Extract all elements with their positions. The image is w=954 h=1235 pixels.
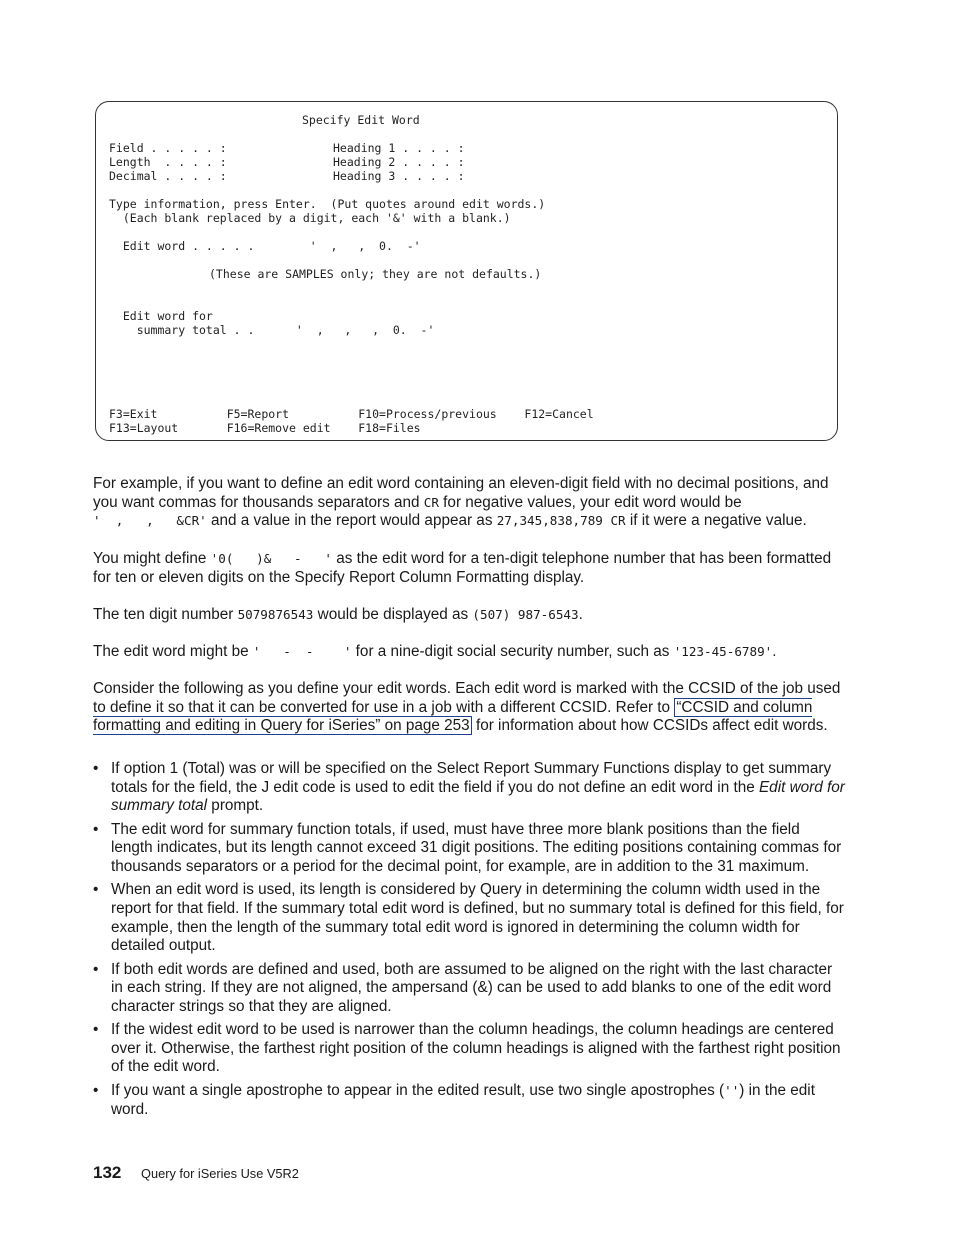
list-item: [93, 881, 845, 955]
text: and a value in the report would appear as: [206, 512, 497, 530]
text: .: [578, 606, 583, 623]
bullet-marker: •: [93, 820, 99, 838]
list-item: [93, 1082, 845, 1119]
summary-edit-word-label: Edit word for: [109, 309, 213, 323]
field-label: Field . . . . . :: [109, 141, 227, 155]
specify-edit-word-screen: [95, 101, 838, 441]
code-edit-word: ' , , &CR': [93, 513, 207, 529]
paragraph-telephone-example: [93, 550, 843, 587]
decimal-label: Decimal . . . . :: [109, 169, 227, 183]
bullet-marker: •: [93, 881, 99, 899]
paragraph-ssn-example: [93, 643, 843, 662]
ccsid-reference-link[interactable]: “CCSID and column formatting and editing in Query for iSeries” on page 253: [93, 698, 813, 735]
text: for a nine-digit social security number, such as: [351, 643, 674, 660]
paragraph-eleven-digit-example: [93, 475, 843, 531]
text: The ten digit number: [93, 606, 238, 623]
prompt-name: Edit word for summary total: [111, 778, 845, 815]
text: would be displayed as: [313, 606, 473, 623]
text: The edit word for summary function totals, if used, must have three more blank positions than the field length indicates, but its length cannot exceed 31 digit positions. The editing positions containing commas for thousands separators or a period for the decimal point, for example, are in addition to the 31 maximum.: [111, 820, 842, 875]
book-title: Query for iSeries Use V5R2: [141, 1166, 299, 1181]
edit-word-field[interactable]: Edit word . . . . . ' , , 0. -': [109, 239, 421, 253]
instruction-line-2: (Each blank replaced by a digit, each '&' with a blank.): [109, 211, 511, 225]
length-label: Length . . . . :: [109, 155, 227, 169]
code-cr: CR: [423, 494, 439, 510]
bullet-marker: •: [93, 1081, 99, 1099]
heading2-label: Heading 2 . . . . :: [333, 155, 465, 169]
list-item: [93, 821, 845, 877]
code-ssn-edit-word: ' - - ': [252, 644, 352, 659]
text: For example, if you want to define an edit word containing an eleven-digit field with no decimal positions, and you want commas for thousands separators and: [93, 475, 829, 511]
list-item: [93, 961, 845, 1017]
text: ) in the edit word.: [111, 1081, 815, 1118]
bullet-marker: •: [93, 960, 99, 978]
code-ssn: '123-45-6789': [673, 644, 773, 659]
text: if it were a negative value.: [625, 512, 807, 530]
edit-word-considerations-list: [93, 760, 845, 1124]
paragraph-ten-digit-number: [93, 606, 843, 625]
text: When an edit word is used, its length is considered by Query in determining the column width used in the report for that field. If the summary total edit word is defined, but no summary total is defined for this field, for example, then the length of the summary total edit word is ignored in determining the column width for detailed output.: [111, 881, 844, 955]
list-item: [93, 1021, 845, 1077]
paragraph-ccsid-note: [93, 680, 843, 736]
function-keys-row-1[interactable]: F3=Exit F5=Report F10=Process/previous F12=Cancel: [109, 407, 594, 421]
heading1-label: Heading 1 . . . . :: [333, 141, 465, 155]
code-apostrophes: '': [724, 1082, 740, 1098]
page-number: 132: [93, 1163, 122, 1182]
list-item: [93, 760, 845, 816]
samples-note: (These are SAMPLES only; they are not defaults.): [209, 267, 542, 281]
code-formatted-number: (507) 987-6543: [472, 607, 579, 622]
function-keys-row-2[interactable]: F13=Layout F16=Remove edit F18=Files: [109, 421, 421, 435]
instruction-line-1: Type information, press Enter. (Put quotes around edit words.): [109, 197, 546, 211]
text: If both edit words are defined and used, both are assumed to be aligned on the right with the last character in each string. If they are not aligned, the ampersand (&) can be used to add blanks to one of the edit word character strings so that they are aligned.: [111, 960, 833, 1015]
bullet-marker: •: [93, 760, 99, 777]
bullet-marker: •: [93, 1021, 99, 1039]
code-number: 5079876543: [237, 607, 314, 622]
text: Consider the following as you define your edit words. Each edit word is marked with the CCSID of the job used to define it so that it can be converted for use in a job with a different CCSID. Refer to: [93, 680, 841, 716]
text: If the widest edit word to be used is narrower than the column headings, the column headings are centered over it. Otherwise, the farthest right position of the column headings is aligned with the farthest right position of the edit word.: [111, 1021, 841, 1076]
text: as the edit word for a ten-digit telephone number that has been formatted for ten or eleven digits on the Specify Report Column Formatting display.: [93, 550, 832, 586]
text: for information about how CCSIDs affect edit words.: [471, 717, 828, 735]
text: If option 1 (Total) was or will be specified on the Select Report Summary Functions display to get summary totals for the field, the J edit code is used to edit the field if you do not define an edit word in the: [111, 760, 832, 796]
text: You might define: [93, 550, 211, 567]
code-phone-edit-word: '0( )& - ': [210, 551, 332, 566]
text: prompt.: [207, 797, 264, 815]
code-result: 27,345,838,789 CR: [496, 513, 626, 529]
text: for negative values, your edit word would be: [438, 493, 742, 511]
screen-title: Specify Edit Word: [302, 113, 420, 127]
text: The edit word might be: [93, 643, 253, 660]
text: If you want a single apostrophe to appear in the edited result, use two single apostrophes (: [111, 1081, 725, 1099]
text: .: [772, 643, 777, 660]
summary-edit-word-field[interactable]: summary total . . ' , , , 0. -': [109, 323, 435, 337]
heading3-label: Heading 3 . . . . :: [333, 169, 465, 183]
